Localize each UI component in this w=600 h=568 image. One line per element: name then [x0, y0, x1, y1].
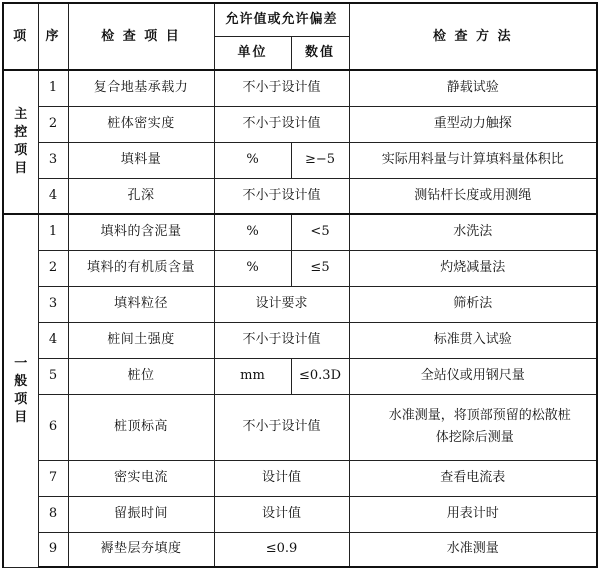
- row-method: 筛析法: [349, 286, 597, 322]
- table-row: [3, 496, 597, 532]
- row-seq: 9: [38, 532, 68, 567]
- row-method: 查看电流表: [349, 460, 597, 496]
- row-item: 填料的含泥量: [68, 214, 214, 250]
- row-method: 测钻杆长度或用测绳: [349, 178, 597, 214]
- table-row: [3, 106, 597, 142]
- row-unit: %: [214, 142, 291, 178]
- row-tolerance: 不小于设计值: [214, 70, 349, 106]
- header-seq: 序: [38, 3, 68, 70]
- row-tolerance: 设计值: [214, 460, 349, 496]
- row-item: 桩体密实度: [68, 106, 214, 142]
- table-row: [3, 142, 597, 178]
- row-method: 水洗法: [349, 214, 597, 250]
- row-method: 水准测量: [349, 532, 597, 567]
- main-control-label: 主控项目: [3, 70, 38, 214]
- row-method: 灼烧减量法: [349, 250, 597, 286]
- row-seq: 4: [38, 322, 68, 358]
- row-seq: 3: [38, 142, 68, 178]
- row-item: 填料量: [68, 142, 214, 178]
- row-tolerance: ≤0.9: [214, 532, 349, 567]
- row-item: 桩位: [68, 358, 214, 394]
- table-row: [3, 322, 597, 358]
- table-row: [3, 460, 597, 496]
- row-tolerance: 设计值: [214, 496, 349, 532]
- table-row: [3, 178, 597, 214]
- header-method: 检 查 方 法: [349, 3, 597, 70]
- inspection-table: [2, 2, 598, 568]
- row-method: 实际用料量与计算填料量体积比: [349, 142, 597, 178]
- table-row: [3, 214, 597, 250]
- header-value: 数值: [291, 36, 349, 70]
- table-row: [3, 394, 597, 460]
- inspection-table-container: [2, 2, 598, 568]
- row-seq: 1: [38, 214, 68, 250]
- row-item: 孔深: [68, 178, 214, 214]
- row-unit: %: [214, 214, 291, 250]
- table-row: [3, 532, 597, 567]
- row-tolerance: 不小于设计值: [214, 322, 349, 358]
- row-seq: 1: [38, 70, 68, 106]
- row-unit: %: [214, 250, 291, 286]
- row-tolerance: 不小于设计值: [214, 106, 349, 142]
- row-method-line-1: 水准测量，将顶部预留的松散桩: [388, 408, 571, 423]
- row-seq: 5: [38, 358, 68, 394]
- table-row: [3, 286, 597, 322]
- row-method: [349, 394, 597, 460]
- row-item: 桩顶标高: [68, 394, 214, 460]
- row-value: ≤5: [291, 250, 349, 286]
- row-item: 桩间土强度: [68, 322, 214, 358]
- table-row: [3, 250, 597, 286]
- row-seq: 2: [38, 250, 68, 286]
- row-tolerance: 不小于设计值: [214, 178, 349, 214]
- row-item: 复合地基承载力: [68, 70, 214, 106]
- table-row: [3, 70, 597, 106]
- row-unit: mm: [214, 358, 291, 394]
- row-method: 标准贯入试验: [349, 322, 597, 358]
- row-seq: 8: [38, 496, 68, 532]
- row-seq: 6: [38, 394, 68, 460]
- row-item: 填料的有机质含量: [68, 250, 214, 286]
- row-seq: 4: [38, 178, 68, 214]
- header-row-1: [3, 3, 597, 36]
- header-unit: 单位: [214, 36, 291, 70]
- row-tolerance: 不小于设计值: [214, 394, 349, 460]
- row-method: 静载试验: [349, 70, 597, 106]
- row-method: 全站仪或用钢尺量: [349, 358, 597, 394]
- header-tolerance: 允许值或允许偏差: [214, 3, 349, 36]
- row-method-line-2: 体挖除后测量: [435, 430, 514, 445]
- row-item: 留振时间: [68, 496, 214, 532]
- row-item: 褥垫层夯填度: [68, 532, 214, 567]
- row-method: 用表计时: [349, 496, 597, 532]
- general-label: 一般项目: [3, 214, 38, 567]
- row-tolerance: 设计要求: [214, 286, 349, 322]
- row-seq: 2: [38, 106, 68, 142]
- row-method: 重型动力触探: [349, 106, 597, 142]
- row-seq: 7: [38, 460, 68, 496]
- row-seq: 3: [38, 286, 68, 322]
- header-category: 项: [3, 3, 38, 70]
- row-value: <5: [291, 214, 349, 250]
- row-value: ≥−5: [291, 142, 349, 178]
- row-value: ≤0.3D: [291, 358, 349, 394]
- row-item: 密实电流: [68, 460, 214, 496]
- row-item: 填料粒径: [68, 286, 214, 322]
- table-row: [3, 358, 597, 394]
- header-item: 检 查 项 目: [68, 3, 214, 70]
